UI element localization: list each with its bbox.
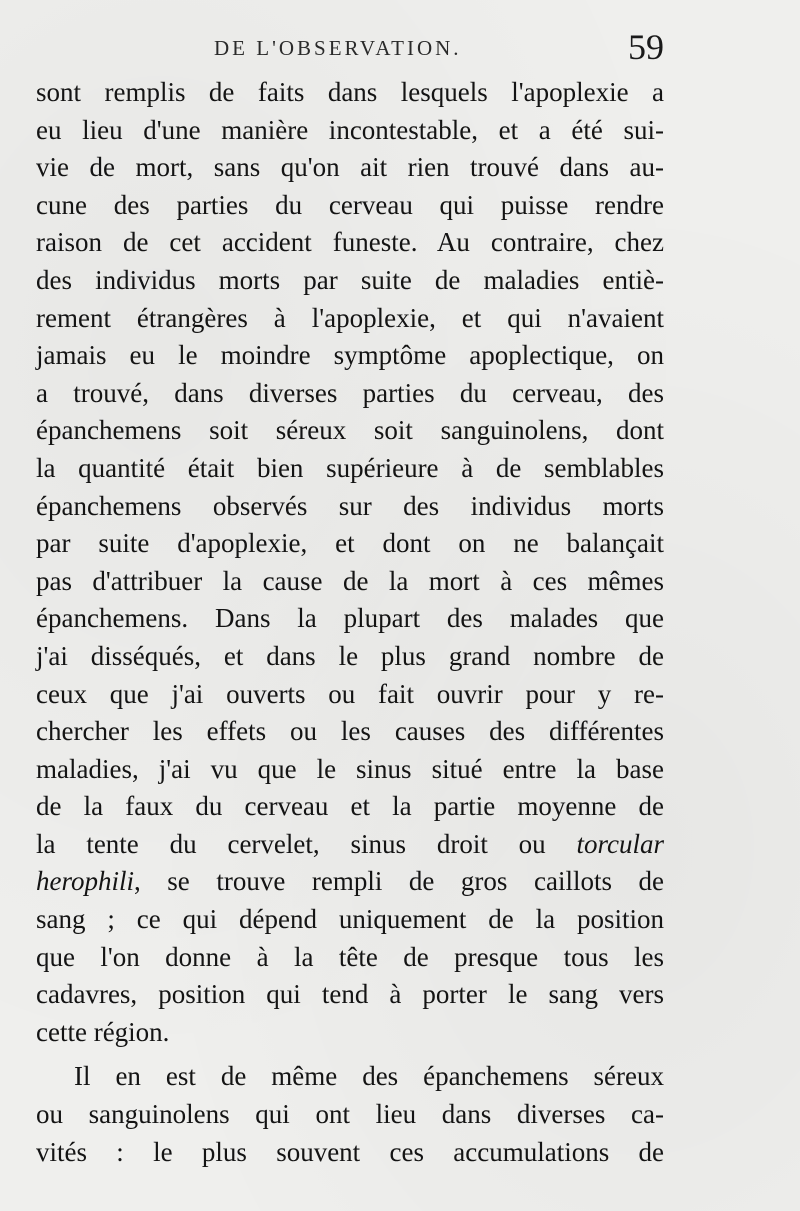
paragraph-2 xyxy=(36,1058,664,1171)
body-text xyxy=(36,74,664,1171)
text-line: cadavres, position qui tend à porter le sang vers xyxy=(36,979,664,1010)
text-line: pas d'attribuer la cause de la mort à ces mêmes xyxy=(36,565,664,596)
text-line: des individus morts par suite de maladies entiè- xyxy=(36,264,664,295)
text-line: la quantité était bien supérieure à de semblables xyxy=(36,452,664,483)
text-line: vie de mort, sans qu'on ait rien trouvé dans au- xyxy=(36,152,664,183)
text-line: chercher les effets ou les causes des différentes xyxy=(36,716,664,747)
text-line: eu lieu d'une manière incontestable, et a été sui- xyxy=(36,114,664,145)
text-line: par suite d'apoplexie, et dont on ne balançait xyxy=(36,528,664,559)
text-line: vités : le plus souvent ces accumulations de xyxy=(36,1136,664,1167)
italic-term: torcular xyxy=(576,828,664,859)
text-line: que l'on donne à la tête de presque tous les xyxy=(36,941,664,972)
text-line: ceux que j'ai ouverts ou fait ouvrir pour y re- xyxy=(36,678,664,709)
paragraph-1 xyxy=(36,74,664,1051)
text-line: cune des parties du cerveau qui puisse rendre xyxy=(36,189,664,220)
text-line xyxy=(36,863,664,901)
text-line: cette région. xyxy=(36,1016,170,1047)
text-line: jamais eu le moindre symptôme apoplectique, on xyxy=(36,340,664,371)
text-segment: la tente du cervelet, sinus droit ou xyxy=(36,828,577,859)
text-line: a trouvé, dans diverses parties du cerveau, des xyxy=(36,377,664,408)
text-line xyxy=(36,826,664,864)
text-line: ou sanguinolens qui ont lieu dans diverses ca- xyxy=(36,1099,664,1130)
text-line: sang ; ce qui dépend uniquement de la position xyxy=(36,904,664,935)
text-line: raison de cet accident funeste. Au contraire, chez xyxy=(36,227,664,258)
text-line: Il en est de même des épanchemens séreux xyxy=(74,1061,664,1092)
text-line: épanchemens. Dans la plupart des malades que xyxy=(36,603,664,634)
text-line: épanchemens soit séreux soit sanguinolens, dont xyxy=(36,415,664,446)
italic-term: herophili xyxy=(36,866,134,897)
text-segment: , se trouve rempli de gros caillots de xyxy=(134,866,664,897)
text-line: sont remplis de faits dans lesquels l'apoplexie a xyxy=(36,77,664,107)
text-line: de la faux du cerveau et la partie moyenne de xyxy=(36,791,664,822)
text-line: épanchemens observés sur des individus morts xyxy=(36,490,664,521)
page-header xyxy=(0,27,800,70)
page-number: 59 xyxy=(628,27,664,67)
text-line: j'ai disséqués, et dans le plus grand nombre de xyxy=(36,640,664,671)
text-line: rement étrangères à l'apoplexie, et qui n'avaient xyxy=(36,302,664,333)
running-head: DE L'OBSERVATION. xyxy=(214,36,462,60)
text-line: maladies, j'ai vu que le sinus situé entre la base xyxy=(36,753,664,784)
